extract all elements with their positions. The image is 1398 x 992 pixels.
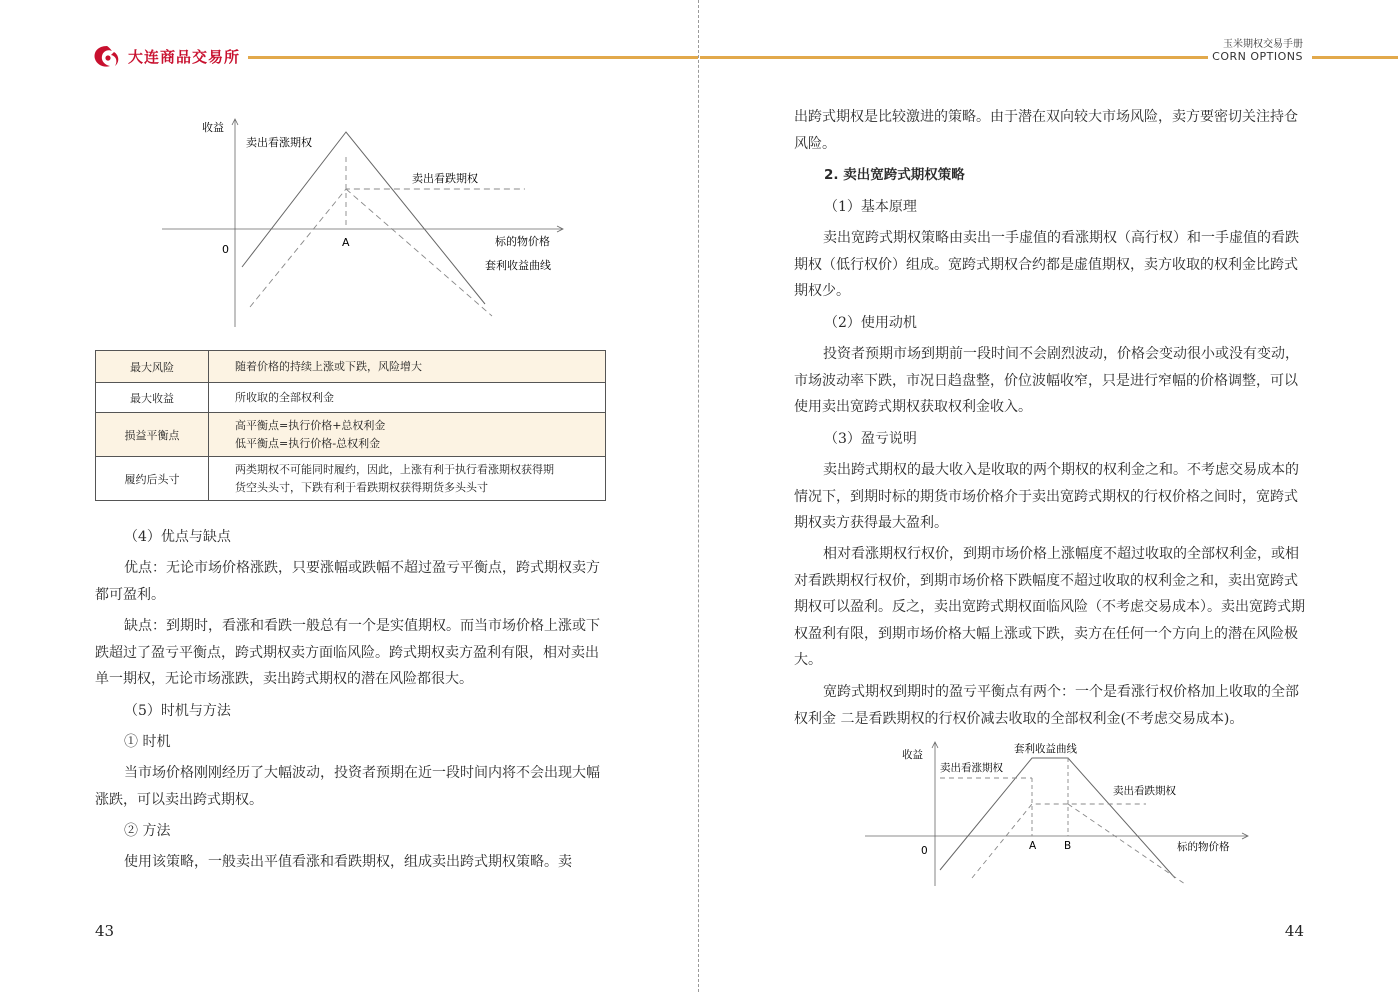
strike-a-label: A — [342, 236, 350, 249]
subsection-heading: （2）使用动机 — [824, 315, 917, 331]
table-key: 损益平衡点 — [96, 413, 209, 457]
straddle-summary-table — [95, 350, 606, 501]
strike-b-label: B — [1064, 840, 1072, 852]
table-key: 最大收益 — [96, 383, 209, 413]
left-page — [0, 0, 698, 992]
y-axis-label: 收益 — [202, 121, 224, 134]
short-straddle-chart — [150, 112, 580, 332]
paragraph: 相对看涨期权行权价，到期市场价格上涨幅度不超过收取的全部权利金，或相对看跌期权行权价，到期市场价格下跌幅度不超过收取的权利金之和，卖出宽跨式期权可以盈利。反之，卖出宽跨式期权面临风险（不考虑交易成本）。卖出宽跨式期权盈利有限，到期市场价格大幅上涨或下跌，卖方在任何一个方向上的潜在风险极大。 — [794, 546, 1305, 668]
call-leg-label: 卖出看涨期权 — [246, 136, 312, 149]
page-number: 44 — [1284, 922, 1304, 940]
subsection-heading: （1）基本原理 — [824, 199, 917, 215]
table-value-line: 高平衡点=执行价格+总权利金 — [235, 418, 386, 432]
table-row — [96, 457, 606, 501]
paragraph: 投资者预期市场到期前一段时间不会剧烈波动，价格会变动很小或没有变动，市场波动率下跌，市况日趋盘整，价位波幅收窄，只是进行窄幅的价格调整，可以使用卖出宽跨式期权获取权利金收入。 — [794, 346, 1299, 415]
strike-a-label: A — [1029, 840, 1037, 852]
table-row — [96, 383, 606, 413]
y-axis-label: 收益 — [902, 749, 923, 761]
paragraph: 出跨式期权是比较激进的策略。由于潜在双向较大市场风险，卖方要密切关注持仓风险。 — [794, 109, 1298, 152]
put-leg-label: 卖出看跌期权 — [412, 172, 478, 185]
put-leg-label: 卖出看跌期权 — [1113, 785, 1176, 797]
origin-label: 0 — [921, 845, 928, 857]
table-row — [96, 413, 606, 457]
table-key: 履约后头寸 — [96, 457, 209, 501]
table-value — [209, 457, 606, 501]
table-value-line: 货空头头寸，下跌有利于看跌期权获得期货多头头寸 — [235, 480, 488, 494]
section-heading: （4）优点与缺点 — [124, 529, 231, 545]
brand-name: 大连商品交易所 — [128, 48, 241, 66]
table-value: 随着价格的持续上涨或下跌，风险增大 — [209, 351, 606, 383]
table-row — [96, 351, 606, 383]
short-strangle-chart — [860, 738, 1260, 888]
subsection-heading: ① 时机 — [124, 734, 171, 750]
section-heading: （5）时机与方法 — [124, 703, 231, 719]
manual-subtitle: CORN OPTIONS — [1212, 50, 1303, 63]
center-fold-divider — [698, 0, 699, 992]
x-axis-label: 标的物价格 — [1177, 841, 1230, 853]
table-value-line: 低平衡点=执行价格-总权利金 — [235, 436, 381, 450]
header-rule — [248, 56, 698, 59]
paragraph: 宽跨式期权到期时的盈亏平衡点有两个：一个是看涨行权价格加上收取的全部权利金 二是看跌期权的行权价减去收取的全部权利金(不考虑交易成本)。 — [794, 684, 1299, 727]
paragraph: 缺点：到期时，看涨和看跌一般总有一个是实值期权。而当市场价格上涨或下跌超过了盈亏平衡点，跨式期权卖方面临风险。跨式期权卖方盈利有限，相对卖出单一期权，无论市场涨跌，卖出跨式期权的潜在风险都很大。 — [95, 618, 600, 687]
paragraph: 卖出跨式期权的最大收入是收取的两个期权的权利金之和。不考虑交易成本的情况下，到期时标的期货市场价格介于卖出宽跨式期权的行权价格之间时，宽跨式期权卖方获得最大盈利。 — [794, 462, 1299, 531]
paragraph: 当市场价格刚刚经历了大幅波动，投资者预期在近一段时间内将不会出现大幅涨跌，可以卖出跨式期权。 — [95, 765, 600, 808]
payoff-curve-label: 套利收益曲线 — [485, 259, 551, 272]
paragraph: 优点：无论市场价格涨跌，只要涨幅或跌幅不超过盈亏平衡点，跨式期权卖方都可盈利。 — [95, 560, 600, 603]
page-number: 43 — [95, 922, 115, 940]
section-heading: 2. 卖出宽跨式期权策略 — [824, 167, 965, 183]
payoff-curve-label: 套利收益曲线 — [1014, 743, 1077, 755]
paragraph: 卖出宽跨式期权策略由卖出一手虚值的看涨期权（高行权）和一手虚值的看跌期权（低行权价）组成。宽跨式期权合约都是虚值期权，卖方收取的权利金比跨式期权少。 — [794, 230, 1299, 299]
table-key: 最大风险 — [96, 351, 209, 383]
subsection-heading: （3）盈亏说明 — [824, 431, 917, 447]
origin-label: 0 — [222, 243, 229, 256]
manual-title: 玉米期权交易手册 — [1223, 39, 1303, 50]
call-leg-label: 卖出看涨期权 — [940, 762, 1003, 774]
right-page — [700, 0, 1398, 992]
paragraph: 使用该策略，一般卖出平值看涨和看跌期权，组成卖出跨式期权策略。卖 — [124, 854, 572, 870]
x-axis-label: 标的物价格 — [495, 235, 550, 248]
table-value — [209, 413, 606, 457]
header-rule — [700, 56, 1208, 59]
subsection-heading: ② 方法 — [124, 823, 171, 839]
table-value: 所收取的全部权利金 — [209, 383, 606, 413]
table-value-line: 两类期权不可能同时履约，因此，上涨有利于执行看涨期权获得期 — [235, 462, 554, 476]
header-rule — [1312, 56, 1398, 59]
dce-logo-icon — [92, 44, 122, 70]
